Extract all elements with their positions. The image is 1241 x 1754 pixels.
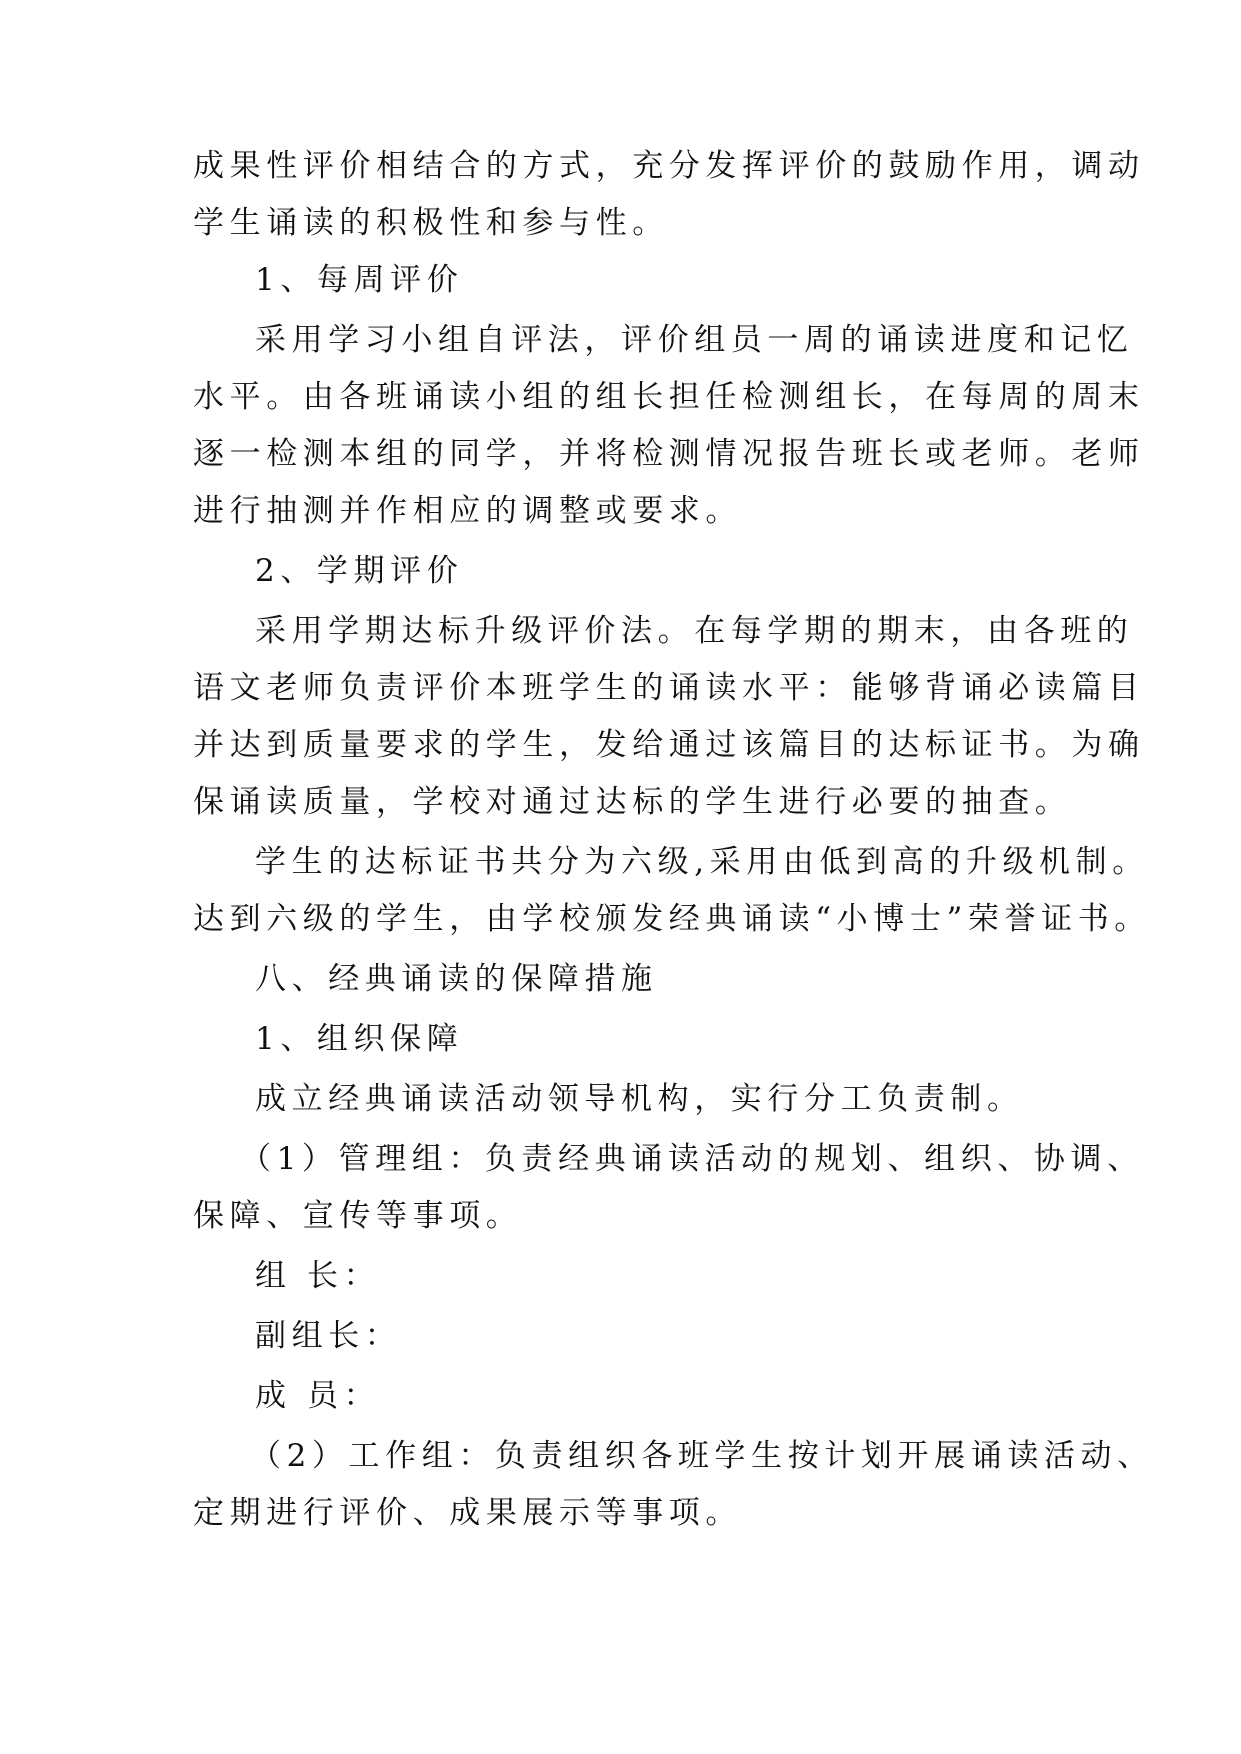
- paragraph-line: 保诵读质量，学校对通过达标的学生进行必要的抽查。: [193, 784, 1072, 820]
- paragraph-line: 并达到质量要求的学生，发给通过该篇目的达标证书。为确: [193, 727, 1145, 763]
- paragraph-line: （1）管理组：负责经典诵读活动的规划、组织、协调、: [240, 1141, 1144, 1177]
- role-label-deputy: 副组长：: [255, 1318, 402, 1354]
- paragraph-line: 成果性评价相结合的方式，充分发挥评价的鼓励作用，调动: [193, 148, 1145, 184]
- paragraph-line: 达到六级的学生，由学校颁发经典诵读“小博士”荣誉证书。: [193, 901, 1151, 937]
- paragraph-line: 采用学期达标升级评价法。在每学期的期末，由各班的: [255, 613, 1134, 649]
- paragraph-line: 学生的达标证书共分为六级,采用由低到高的升级机制。: [255, 844, 1149, 880]
- section-heading-measures: 八、经典诵读的保障措施: [255, 961, 658, 997]
- paragraph-line: （2）工作组：负责组织各班学生按计划开展诵读活动、: [250, 1438, 1154, 1474]
- section-heading-organization: 1、组织保障: [255, 1021, 464, 1057]
- paragraph-line: 定期进行评价、成果展示等事项。: [193, 1495, 742, 1531]
- paragraph-line: 逐一检测本组的同学，并将检测情况报告班长或老师。老师: [193, 436, 1145, 472]
- paragraph-line: 水平。由各班诵读小组的组长担任检测组长，在每周的周末: [193, 379, 1145, 415]
- role-label-leader: 组 长：: [255, 1258, 381, 1294]
- paragraph-line: 进行抽测并作相应的调整或要求。: [193, 493, 742, 529]
- paragraph-line: 保障、宣传等事项。: [193, 1198, 523, 1234]
- role-label-members: 成 员：: [255, 1378, 381, 1414]
- paragraph-line: 语文老师负责评价本班学生的诵读水平：能够背诵必读篇目: [193, 670, 1145, 706]
- paragraph-line: 采用学习小组自评法，评价组员一周的诵读进度和记忆: [255, 322, 1134, 358]
- section-heading-weekly: 1、每周评价: [255, 262, 464, 298]
- section-heading-semester: 2、学期评价: [255, 553, 464, 589]
- paragraph-line: 成立经典诵读活动领导机构，实行分工负责制。: [255, 1081, 1024, 1117]
- paragraph-line: 学生诵读的积极性和参与性。: [193, 205, 669, 241]
